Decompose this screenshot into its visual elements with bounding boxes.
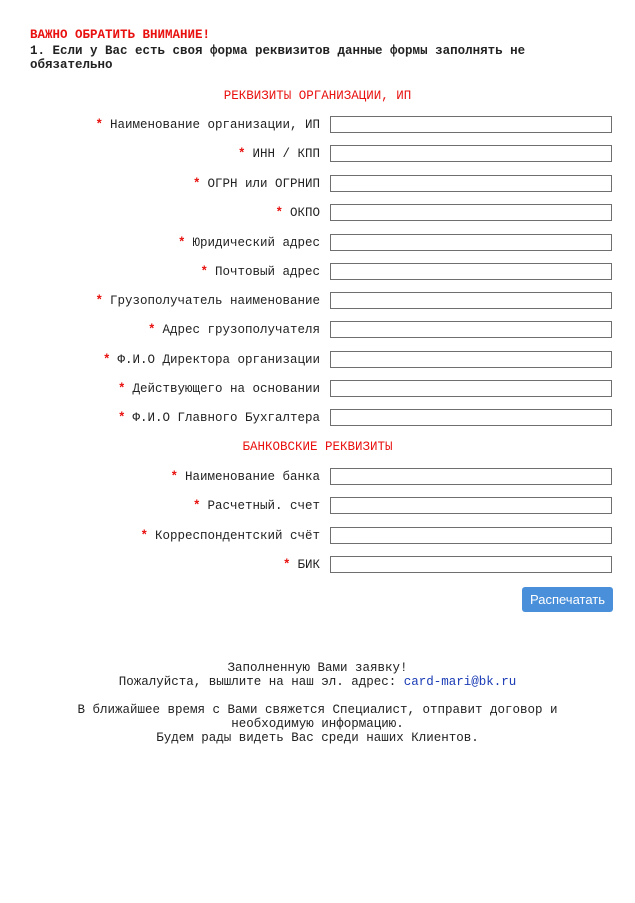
basis-input[interactable] xyxy=(330,380,612,397)
legal-address-input[interactable] xyxy=(330,234,612,251)
field-label xyxy=(95,293,320,309)
field-label-text: БИК xyxy=(297,558,320,572)
field-row-bank-name xyxy=(0,468,635,488)
required-mark: * xyxy=(95,118,103,132)
required-mark: * xyxy=(282,558,291,572)
field-label-text: ОКПО xyxy=(289,206,320,220)
field-row-legal-address xyxy=(0,234,635,254)
ogrn-input[interactable] xyxy=(330,175,612,192)
field-label-text: Ф.И.О Директора организации xyxy=(117,353,320,367)
field-label xyxy=(200,264,320,280)
notice-block xyxy=(30,28,610,72)
field-label-text: ОГРН или ОГРНИП xyxy=(207,177,320,191)
field-label-text: Грузополучатель наименование xyxy=(109,294,320,308)
field-label xyxy=(118,410,320,426)
field-label-text: Корреспондентский счёт xyxy=(154,529,320,543)
field-label xyxy=(275,205,320,221)
required-mark: * xyxy=(275,206,283,220)
field-label-text: Ф.И.О Главного Бухгалтера xyxy=(132,411,320,425)
bik-input[interactable] xyxy=(330,556,612,573)
footer-line-2 xyxy=(0,675,635,689)
notice-title: ВАЖНО ОБРАТИТЬ ВНИМАНИЕ! xyxy=(30,28,211,42)
consignee-name-input[interactable] xyxy=(330,292,612,309)
required-mark: * xyxy=(200,265,208,279)
footer-line-2-prefix: Пожалуйста, вышлите на наш эл. адрес: xyxy=(118,675,397,689)
footer-line-5: Будем рады видеть Вас среди наших Клиентов. xyxy=(156,731,479,745)
required-mark: * xyxy=(177,236,186,250)
field-row-bik xyxy=(0,556,635,576)
section-title-bank: БАНКОВСКИЕ РЕКВИЗИТЫ xyxy=(242,440,393,454)
footer-block xyxy=(0,661,635,745)
org-name-input[interactable] xyxy=(330,116,612,133)
field-row-corr-account xyxy=(0,527,635,547)
footer-line-3: В ближайшее время с Вами свяжется Специалист, отправит договор и xyxy=(77,703,558,717)
section-title-organization: РЕКВИЗИТЫ ОРГАНИЗАЦИИ, ИП xyxy=(223,89,412,103)
field-label xyxy=(193,176,320,192)
required-mark: * xyxy=(192,177,201,191)
field-label xyxy=(193,498,320,514)
account-input[interactable] xyxy=(330,497,612,514)
field-row-postal-address xyxy=(0,263,635,283)
field-row-basis xyxy=(0,380,635,400)
required-mark: * xyxy=(237,147,246,161)
field-label-text: Действующего на основании xyxy=(132,382,320,396)
required-mark: * xyxy=(140,529,148,543)
field-label xyxy=(170,469,320,485)
required-mark: * xyxy=(95,294,103,308)
email-link[interactable]: card-mari@bk.ru xyxy=(403,675,517,689)
field-label-text: Юридический адрес xyxy=(192,236,320,250)
okpo-input[interactable] xyxy=(330,204,612,221)
field-label xyxy=(118,381,320,397)
field-row-account xyxy=(0,497,635,517)
field-row-okpo xyxy=(0,204,635,224)
director-input[interactable] xyxy=(330,351,612,368)
field-label xyxy=(283,557,320,573)
inn-kpp-input[interactable] xyxy=(330,145,612,162)
field-label xyxy=(140,528,320,544)
field-label xyxy=(148,322,320,338)
corr-account-input[interactable] xyxy=(330,527,612,544)
postal-address-input[interactable] xyxy=(330,263,612,280)
field-row-consignee-name xyxy=(0,292,635,312)
field-label xyxy=(95,117,320,133)
footer-line-4: необходимую информацию. xyxy=(231,717,404,731)
print-button[interactable]: Распечатать xyxy=(522,587,613,612)
field-label xyxy=(178,235,320,251)
field-row-org-name xyxy=(0,116,635,136)
footer-spacer xyxy=(0,689,635,703)
required-mark: * xyxy=(147,323,156,337)
consignee-address-input[interactable] xyxy=(330,321,612,338)
field-row-director xyxy=(0,351,635,371)
required-mark: * xyxy=(192,499,201,513)
bank-name-input[interactable] xyxy=(330,468,612,485)
field-row-inn-kpp xyxy=(0,145,635,165)
required-mark: * xyxy=(117,411,126,425)
field-label xyxy=(103,352,320,368)
chief-accountant-input[interactable] xyxy=(330,409,612,426)
notice-text: 1. Если у Вас есть своя форма реквизитов данные формы заполнять не обязательно xyxy=(30,44,526,72)
required-mark: * xyxy=(102,353,111,367)
field-label-text: Наименование организации, ИП xyxy=(109,118,320,132)
field-label-text: Наименование банка xyxy=(184,470,320,484)
field-label-text: Расчетный. счет xyxy=(207,499,320,513)
required-mark: * xyxy=(170,470,178,484)
field-label-text: ИНН / КПП xyxy=(252,147,320,161)
field-label-text: Почтовый адрес xyxy=(214,265,320,279)
field-label-text: Адрес грузополучателя xyxy=(162,323,320,337)
field-label xyxy=(238,146,320,162)
field-row-ogrn xyxy=(0,175,635,195)
footer-line-1: Заполненную Вами заявку! xyxy=(227,661,408,675)
required-mark: * xyxy=(117,382,126,396)
field-row-consignee-address xyxy=(0,321,635,341)
field-row-chief-accountant xyxy=(0,409,635,429)
